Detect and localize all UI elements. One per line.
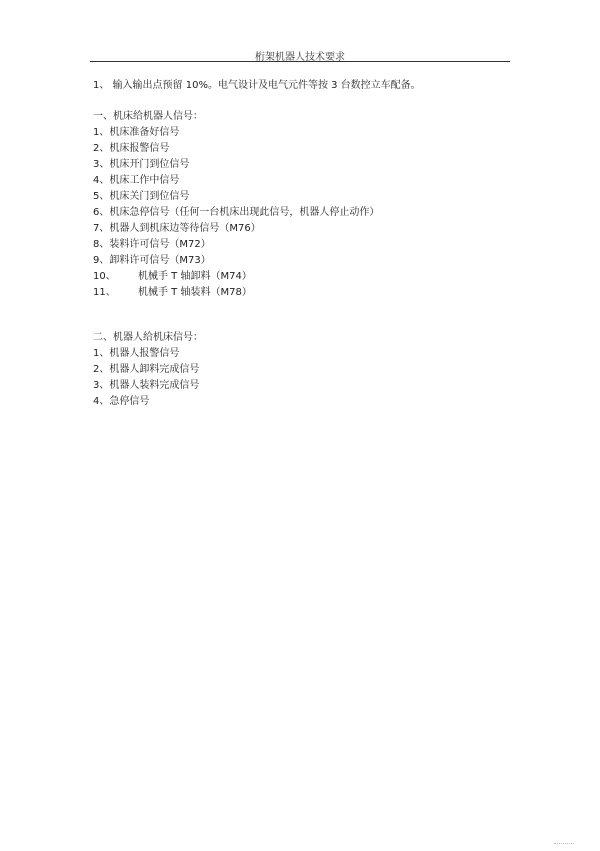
list-number: 4、 [93,175,110,186]
footer-mark [554,843,574,847]
list-item-text: 机械手 T 轴卸料（M74） [138,271,252,282]
list-item [93,347,179,361]
intro-line [93,79,421,93]
list-number: 1、 [93,348,110,359]
list-item-text: 机床关门到位信号 [109,191,190,202]
list-item [93,222,261,236]
list-number: 3、 [93,159,110,170]
list-item-text: 机床工作中信号 [109,175,180,186]
intro-text: 输入输出点预留 10%。电气设计及电气元件等按 3 台数控立车配备。 [112,80,421,91]
list-number: 1、 [93,127,110,138]
list-item [93,270,252,284]
list-item-text: 机器人卸料完成信号 [109,364,200,375]
list-item-text: 机器人到机床边等待信号（M76） [109,223,261,234]
list-item-text: 机床准备好信号 [109,127,180,138]
list-item [93,142,169,156]
list-item [93,379,199,393]
list-item-text: 装料许可信号（M72） [109,239,211,250]
list-number: 6、 [93,207,110,218]
list-number: 5、 [93,191,110,202]
list-item-text: 机器人报警信号 [109,348,180,359]
list-number: 11、 [93,287,116,298]
list-number: 8、 [93,239,110,250]
list-item [93,126,179,140]
list-item [93,395,149,409]
list-item [93,158,189,172]
list-item [93,363,199,377]
list-number: 7、 [93,223,110,234]
section-heading-robot-to-machine: 二、机器人给机床信号： [93,332,203,343]
list-number: 2、 [93,364,110,375]
list-item [93,174,179,188]
list-item [93,238,211,252]
page-header-title: 桁架机器人技术要求 [255,52,345,63]
list-number: 1、 [93,80,110,91]
list-item-text: 机床急停信号（任何一台机床出现此信号，机器人停止动作） [109,207,380,218]
list-item [93,286,252,300]
list-item-text: 急停信号 [109,396,150,407]
list-number: 4、 [93,396,110,407]
list-item-text: 机械手 T 轴装料（M78） [138,287,252,298]
list-item [93,190,189,204]
header-divider [90,61,510,62]
list-item-text: 卸料许可信号（M73） [109,255,211,266]
list-number: 2、 [93,143,110,154]
list-number: 9、 [93,255,110,266]
list-item [93,206,379,220]
list-item [93,254,211,268]
list-number: 3、 [93,380,110,391]
list-item-text: 机床报警信号 [109,143,170,154]
list-item-text: 机器人装料完成信号 [109,380,200,391]
list-number: 10、 [93,271,116,282]
list-item-text: 机床开门到位信号 [109,159,190,170]
section-heading-machine-to-robot: 一、机床给机器人信号： [93,111,203,122]
